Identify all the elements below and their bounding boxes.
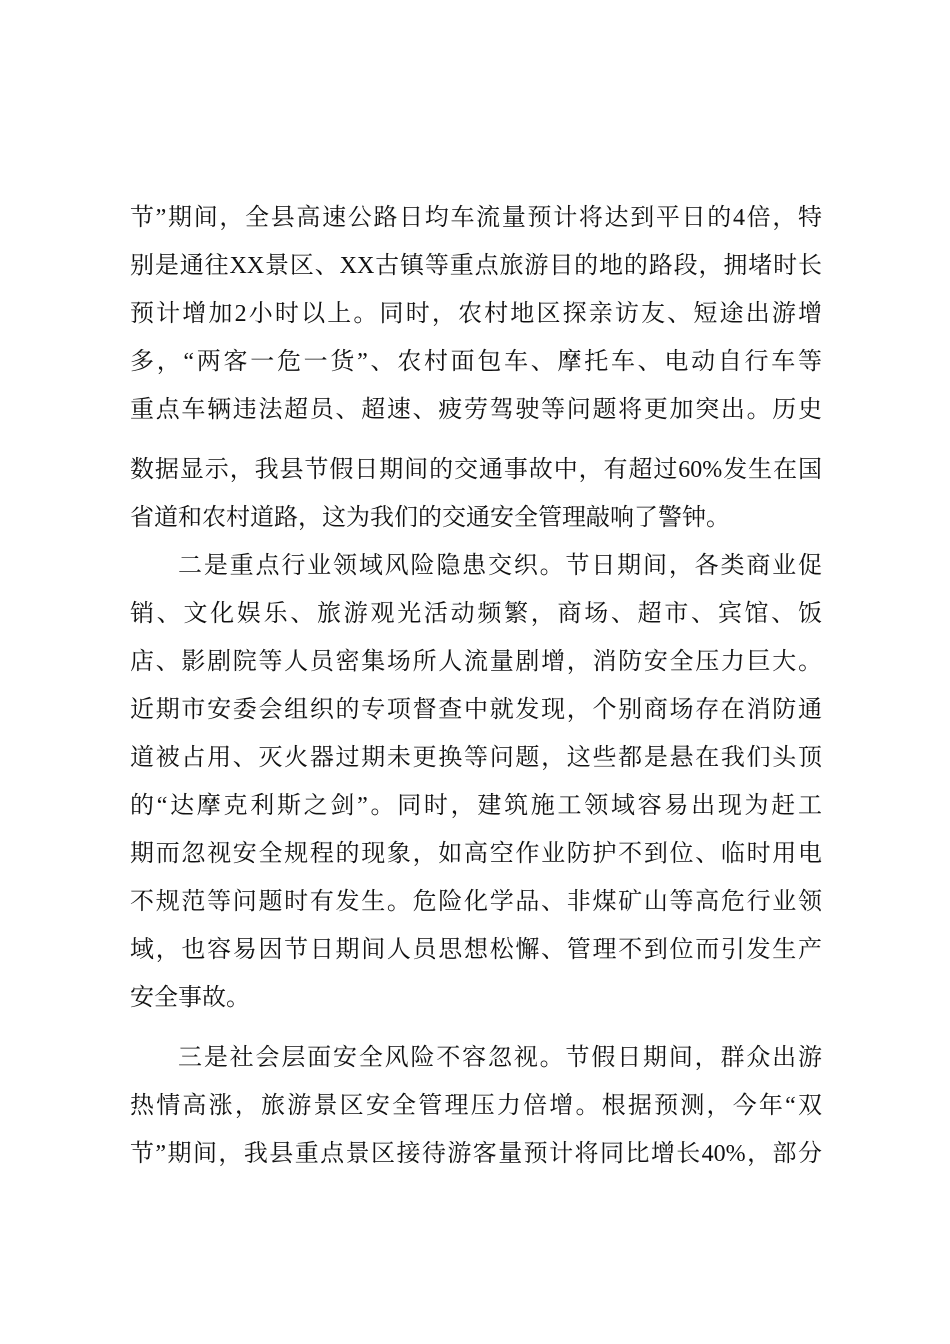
text-line: 节”期间，全县高速公路日均车流量预计将达到平日的4倍，特 (130, 205, 822, 231)
text-line: 节”期间，我县重点景区接待游客量预计将同比增长40%，部分 (130, 1141, 822, 1167)
text-line: 数据显示，我县节假日期间的交通事故中，有超过60%发生在国 (130, 457, 822, 483)
text-line: 热情高涨，旅游景区安全管理压力倍增。根据预测，今年“双 (130, 1093, 822, 1119)
text-line: 安全事故。 (130, 985, 250, 1011)
text-line: 不规范等问题时有发生。危险化学品、非煤矿山等高危行业领 (130, 889, 822, 915)
text-line: 二是重点行业领域风险隐患交织。节日期间，各类商业促 (178, 553, 822, 579)
text-line: 店、影剧院等人员密集场所人流量剧增，消防安全压力巨大。 (130, 649, 822, 675)
text-line: 道被占用、灭火器过期未更换等问题，这些都是悬在我们头顶 (130, 745, 822, 771)
text-line: 的“达摩克利斯之剑”。同时，建筑施工领域容易出现为赶工 (130, 793, 822, 819)
text-line: 三是社会层面安全风险不容忽视。节假日期间，群众出游 (178, 1045, 822, 1071)
text-line: 期而忽视安全规程的现象，如高空作业防护不到位、临时用电 (130, 841, 822, 867)
text-line: 别是通往XX景区、XX古镇等重点旅游目的地的路段，拥堵时长 (130, 253, 822, 279)
text-line: 域，也容易因节日期间人员思想松懈、管理不到位而引发生产 (130, 937, 822, 963)
text-line: 重点车辆违法超员、超速、疲劳驾驶等问题将更加突出。历史 (130, 397, 822, 423)
text-line: 近期市安委会组织的专项督查中就发现，个别商场存在消防通 (130, 697, 822, 723)
text-line: 多，“两客一危一货”、农村面包车、摩托车、电动自行车等 (130, 349, 822, 375)
text-line: 省道和农村道路，这为我们的交通安全管理敲响了警钟。 (130, 505, 730, 531)
text-line: 预计增加2小时以上。同时，农村地区探亲访友、短途出游增 (130, 301, 822, 327)
text-line: 销、文化娱乐、旅游观光活动频繁，商场、超市、宾馆、饭 (130, 601, 822, 627)
